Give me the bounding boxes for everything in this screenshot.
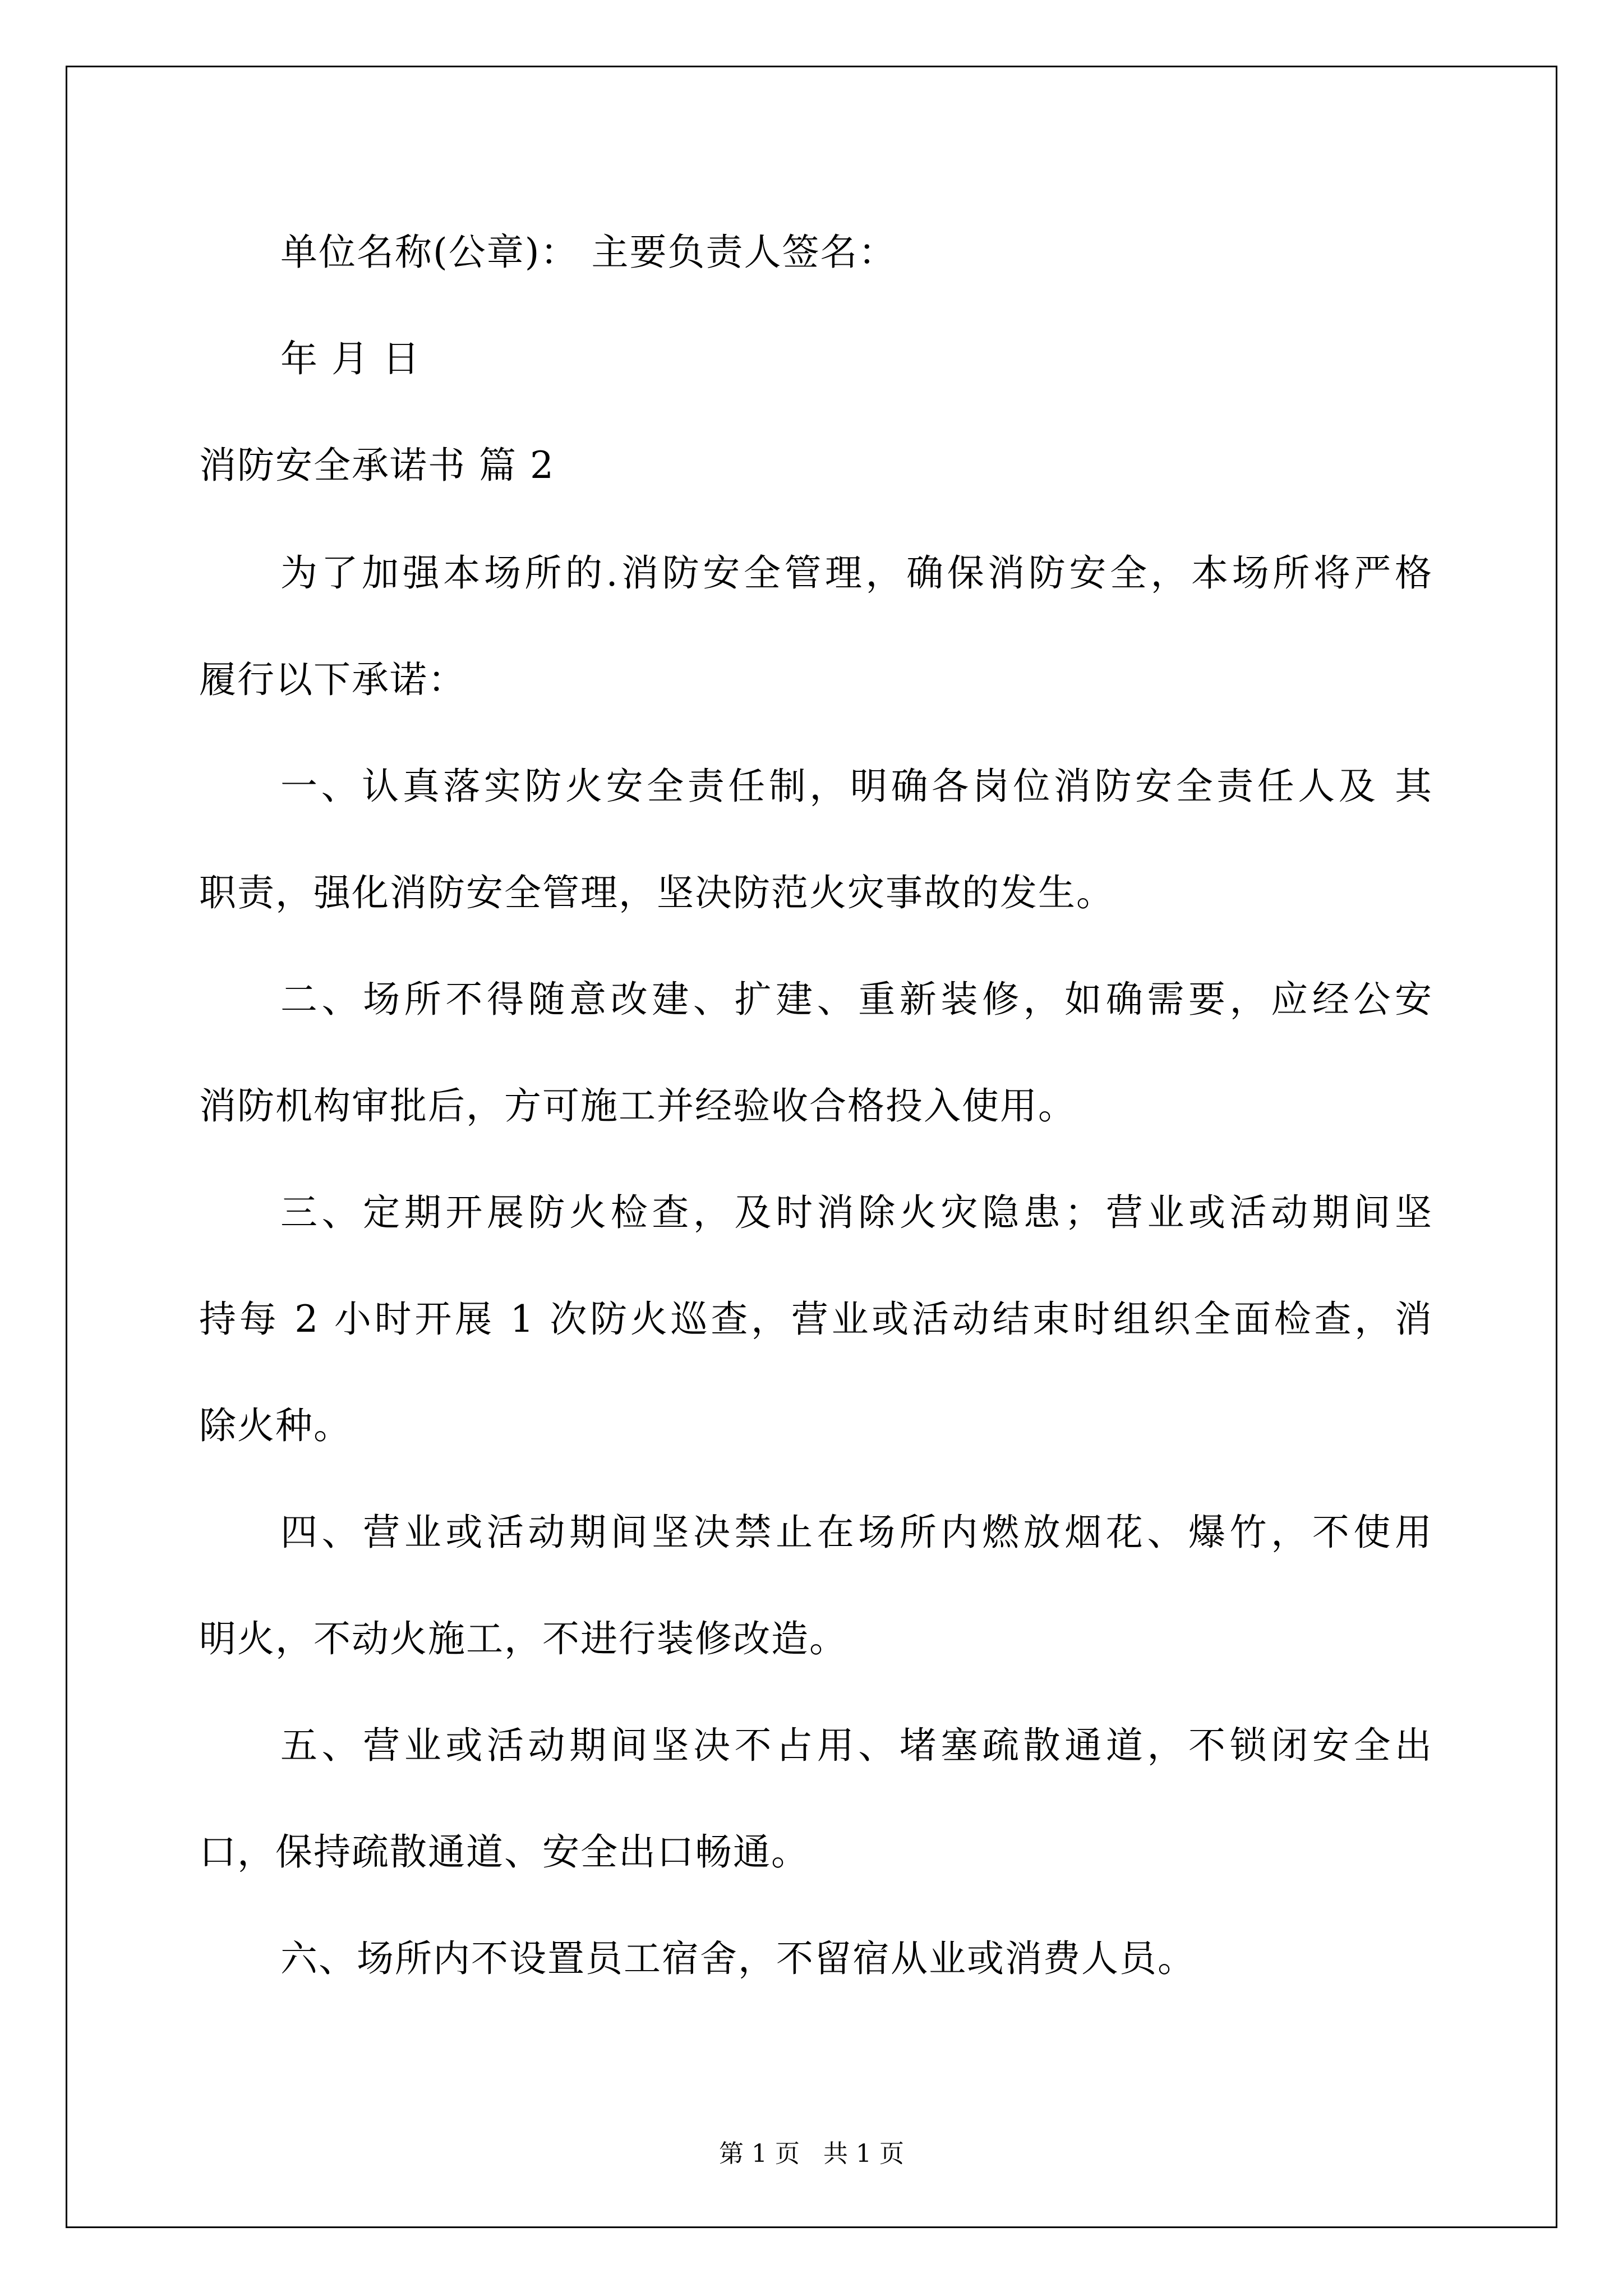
- page-footer: 第 1 页 共 1 页: [719, 2139, 904, 2168]
- item-2-line-1: 二、场所不得随意改建、扩建、重新装修，如确需要，应经公安: [280, 978, 1433, 1021]
- page-border: [66, 66, 1557, 2228]
- item-3-line-3: 除火种。: [199, 1404, 352, 1447]
- item-3-line-2: 持每 2 小时开展 1 次防火巡查，营业或活动结束时组织全面检查，消: [199, 1297, 1433, 1341]
- item-2-line-2: 消防机构审批后，方可施工并经验收合格投入使用。: [199, 1084, 1076, 1128]
- section-title: 消防安全承诺书 篇 2: [199, 444, 555, 487]
- item-1-line-1: 一、认真落实防火安全责任制，明确各岗位消防安全责任人及 其: [280, 765, 1433, 808]
- intro-paragraph-line-2: 履行以下承诺：: [199, 658, 466, 701]
- item-4-line-2: 明火，不动火施工，不进行装修改造。: [199, 1617, 847, 1660]
- item-5-line-2: 口，保持疏散通道、安全出口畅通。: [199, 1830, 809, 1874]
- item-5-line-1: 五、营业或活动期间坚决不占用、堵塞疏散通道，不锁闭安全出: [280, 1724, 1433, 1767]
- item-3-line-1: 三、定期开展防火检查，及时消除火灾隐患；营业或活动期间坚: [280, 1191, 1433, 1234]
- item-6-line-1: 六、场所内不设置员工宿舍，不留宿从业或消费人员。: [280, 1937, 1196, 1980]
- intro-paragraph-line-1: 为了加强本场所的.消防安全管理，确保消防安全，本场所将严格: [280, 551, 1433, 595]
- signature-line: 单位名称(公章)： 主要负责人签名：: [280, 231, 897, 274]
- item-4-line-1: 四、营业或活动期间坚决禁止在场所内燃放烟花、爆竹，不使用: [280, 1511, 1433, 1554]
- item-1-line-2: 职责，强化消防安全管理，坚决防范火灾事故的发生。: [199, 871, 1114, 914]
- date-line: 年 月 日: [280, 337, 421, 380]
